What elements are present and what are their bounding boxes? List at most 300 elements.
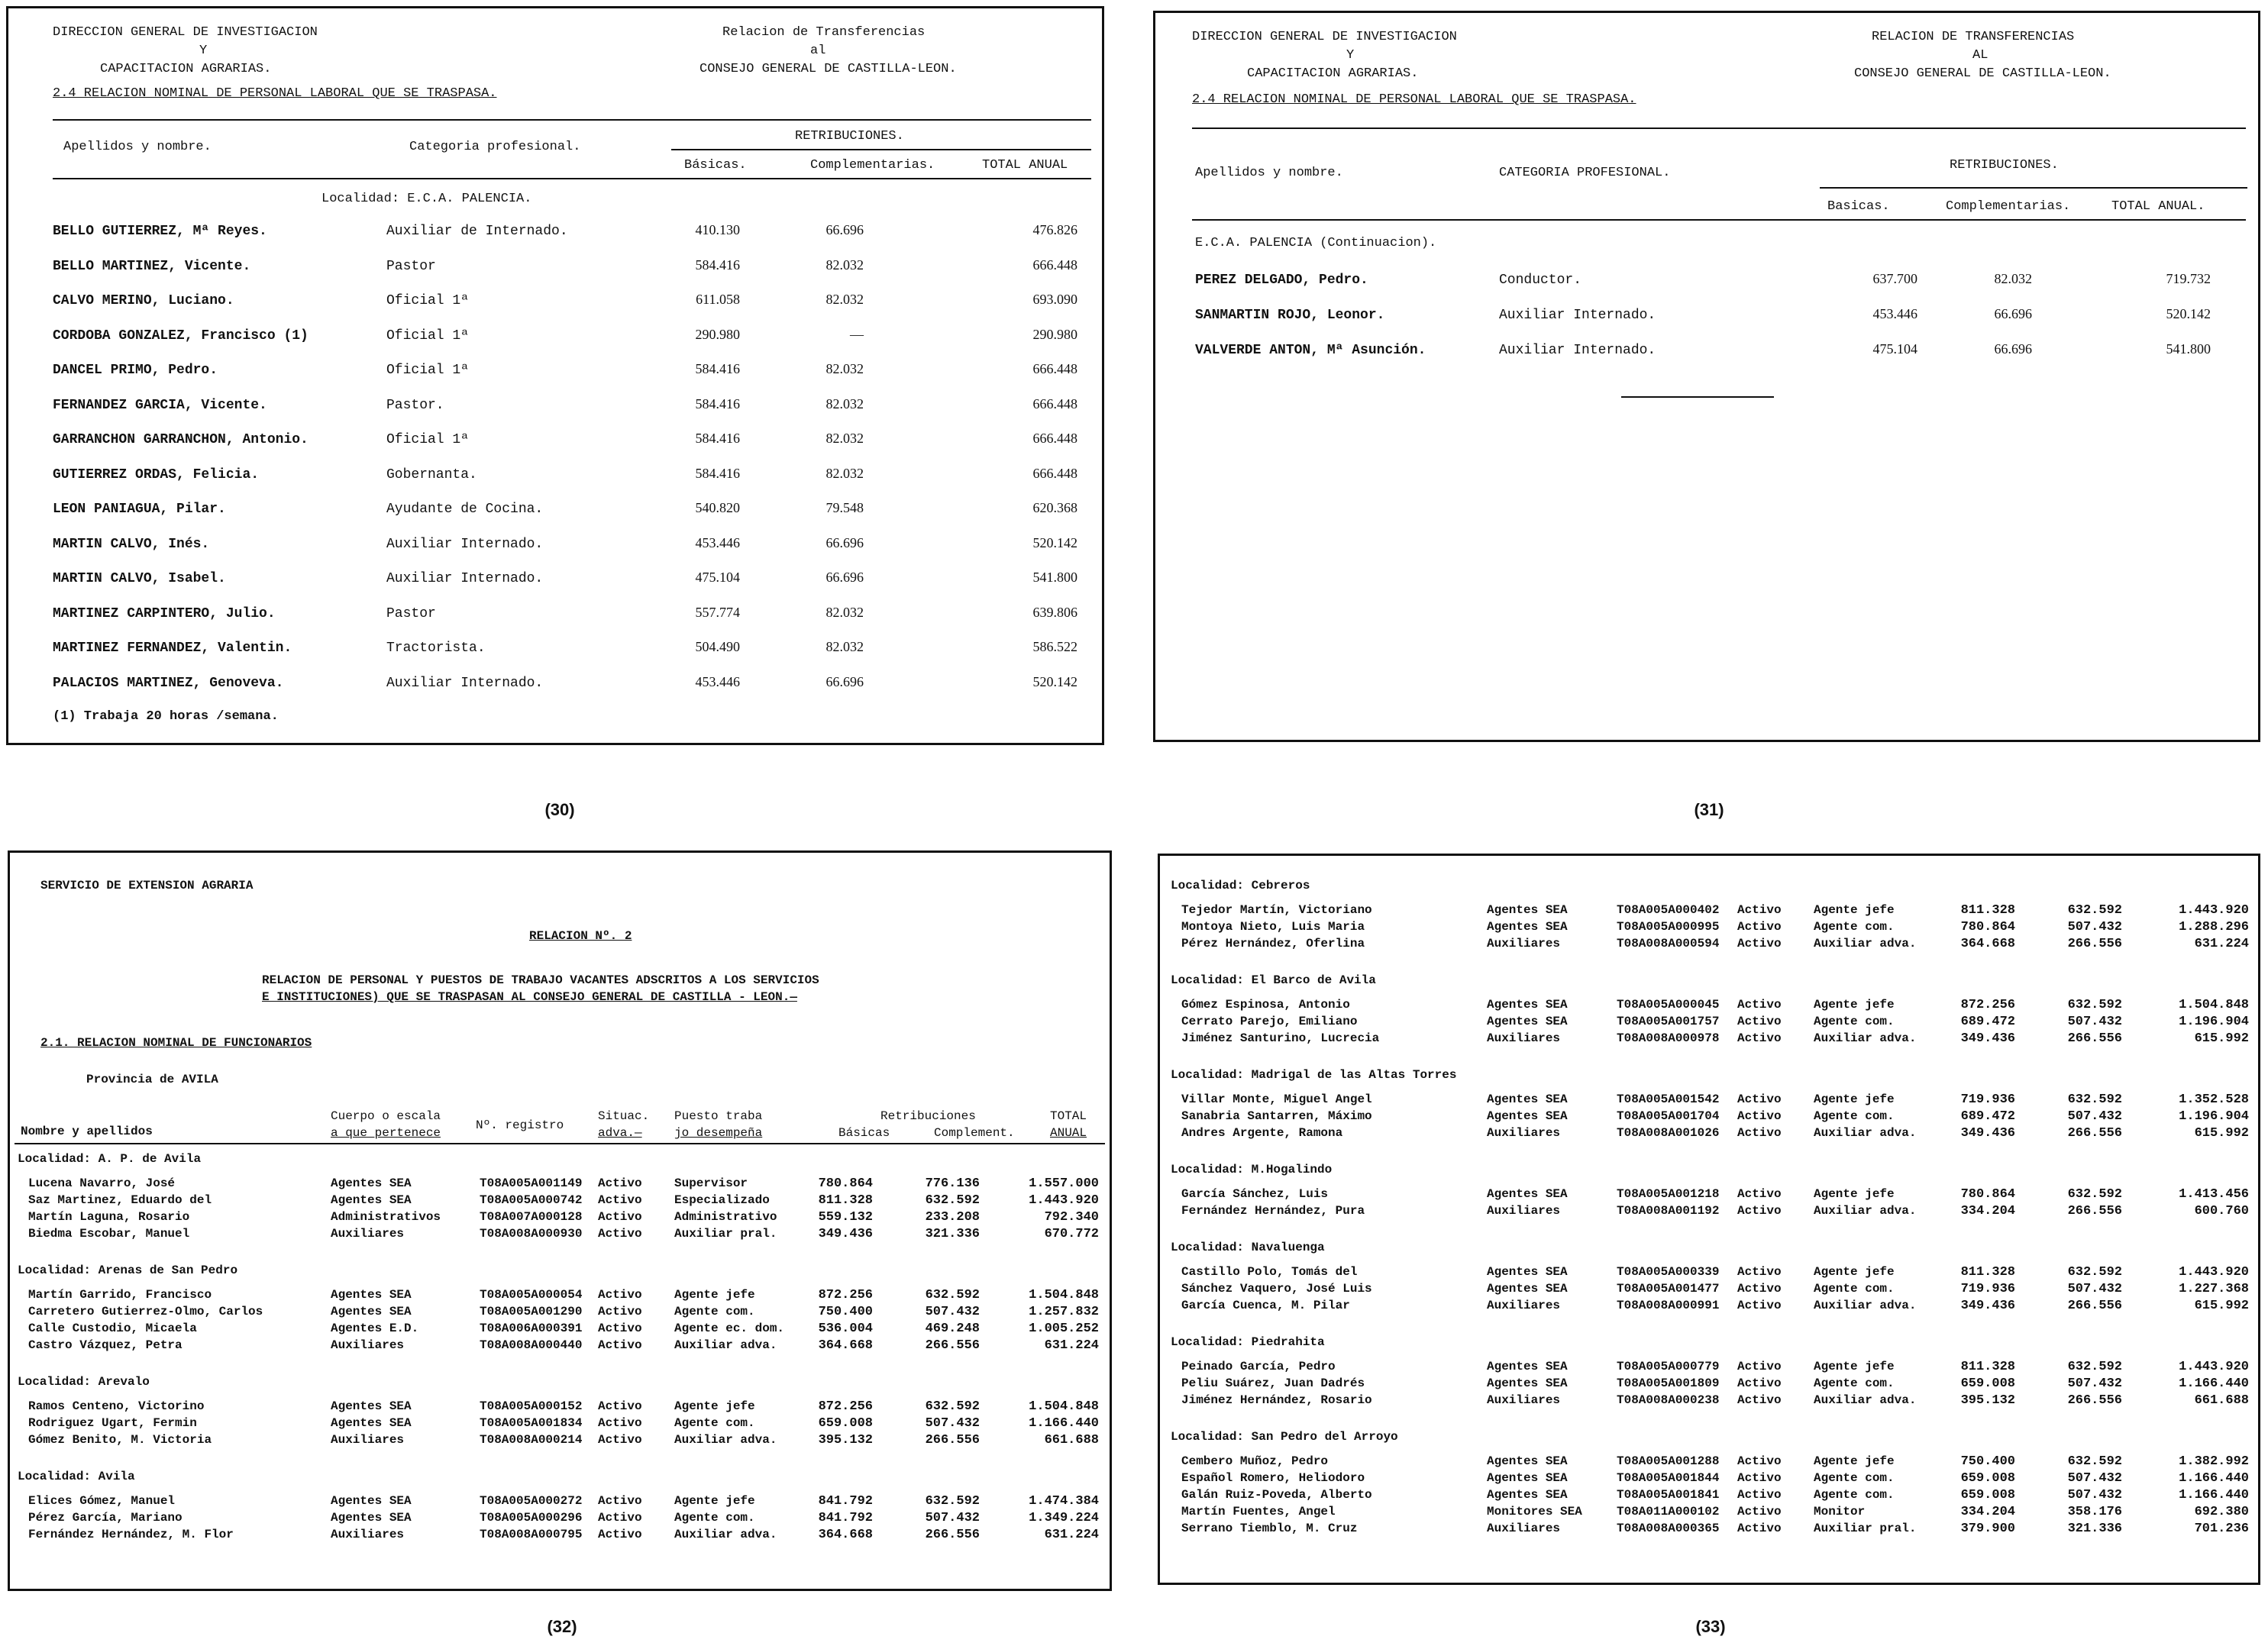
salary-basicas: 811.328: [818, 1193, 873, 1208]
employee-situacion: Activo: [598, 1227, 642, 1241]
salary-basicas: 780.864: [1960, 920, 2015, 934]
hdr-complem: Complement.: [934, 1126, 1015, 1140]
employee-registro: T08A007A000128: [480, 1210, 583, 1224]
employee-category: Auxiliar de Internado.: [386, 224, 568, 239]
employee-category: Auxiliar Internado.: [386, 675, 544, 691]
salary-basicas: 719.936: [1960, 1282, 2015, 1296]
salary-complement: 507.432: [925, 1305, 980, 1319]
employee-registro: T08A005A000272: [480, 1494, 583, 1508]
locality-label: Localidad: Navaluenga: [1171, 1241, 1325, 1254]
rule: [53, 178, 1091, 179]
employee-puesto: Agente com.: [674, 1416, 755, 1430]
employee-registro: T08A008A000594: [1617, 937, 1720, 950]
employee-cuerpo: Auxiliares: [1487, 1393, 1561, 1407]
salary-basicas: 364.668: [818, 1338, 873, 1353]
salary-total: 1.504.848: [1029, 1399, 1099, 1414]
employee-registro: T08A005A001288: [1617, 1454, 1720, 1468]
employee-cuerpo: Agentes SEA: [331, 1416, 412, 1430]
employee-registro: T08A008A000991: [1617, 1299, 1720, 1312]
employee-cuerpo: Agentes SEA: [331, 1305, 412, 1318]
employee-situacion: Activo: [1737, 920, 1782, 934]
employee-category: Auxiliar Internado.: [386, 571, 544, 586]
employee-puesto: Auxiliar pral.: [1814, 1522, 1917, 1535]
locality-label: Localidad: Arenas de San Pedro: [18, 1264, 238, 1277]
page-30: [6, 6, 1104, 745]
hdr-puesto-1: Puesto traba: [674, 1109, 763, 1123]
employee-name: Montoya Nieto, Luis Maria: [1181, 920, 1365, 934]
employee-name: Biedma Escobar, Manuel: [28, 1227, 190, 1241]
employee-name: García Sánchez, Luis: [1181, 1187, 1329, 1201]
employee-puesto: Supervisor: [674, 1176, 748, 1190]
employee-name: SANMARTIN ROJO, Leonor.: [1195, 308, 1385, 323]
employee-registro: T08A005A001290: [480, 1305, 583, 1318]
employee-situacion: Activo: [1737, 998, 1782, 1012]
salary-basicas: 841.792: [818, 1494, 873, 1509]
header-right-line1: RELACION DE TRANSFERENCIAS: [1872, 30, 2075, 44]
salary-total: 1.005.252: [1029, 1322, 1099, 1336]
employee-name: CORDOBA GONZALEZ, Francisco (1): [53, 328, 309, 344]
salary-total: 692.380: [2194, 1505, 2249, 1519]
employee-category: Pastor: [386, 605, 436, 621]
employee-name: LEON PANIAGUA, Pilar.: [53, 502, 226, 517]
employee-cuerpo: Agentes SEA: [331, 1399, 412, 1413]
salary-complement: 358.176: [2067, 1505, 2122, 1519]
salary-complementarias: 82.032: [825, 292, 864, 307]
salary-total: 701.236: [2194, 1522, 2249, 1536]
salary-total: 1.227.368: [2179, 1282, 2249, 1296]
col-basicas: Básicas.: [684, 158, 747, 173]
col-complementarias: Complementarias.: [1946, 199, 2071, 214]
employee-name: Castro Vázquez, Petra: [28, 1338, 183, 1352]
employee-name: CALVO MERINO, Luciano.: [53, 293, 234, 308]
salary-basicas: 559.132: [818, 1210, 873, 1225]
salary-complement: 266.556: [2067, 937, 2122, 951]
employee-situacion: Activo: [1737, 1522, 1782, 1535]
employee-situacion: Activo: [598, 1399, 642, 1413]
hdr-name: Nombre y apellidos: [21, 1125, 153, 1138]
employee-situacion: Activo: [1737, 1471, 1782, 1485]
col-complementarias: Complementarias.: [810, 158, 935, 173]
col-total: TOTAL ANUAL.: [2111, 199, 2205, 214]
employee-cuerpo: Agentes SEA: [331, 1511, 412, 1525]
employee-registro: T08A011A000102: [1617, 1505, 1720, 1519]
employee-cuerpo: Agentes SEA: [1487, 920, 1568, 934]
employee-situacion: Activo: [598, 1528, 642, 1541]
salary-basicas: 659.008: [1960, 1488, 2015, 1502]
employee-cuerpo: Auxiliares: [1487, 1299, 1561, 1312]
employee-category: Gobernanta.: [386, 466, 477, 483]
salary-complement: 266.556: [2067, 1393, 2122, 1408]
employee-name: Saz Martinez, Eduardo del: [28, 1193, 212, 1207]
employee-category: Oficial 1ª: [386, 363, 470, 378]
salary-total: 586.522: [1032, 639, 1077, 654]
employee-puesto: Agente jefe: [674, 1288, 755, 1302]
salary-total: 1.474.384: [1029, 1494, 1099, 1509]
salary-complement: 632.592: [2067, 1360, 2122, 1374]
col-total: TOTAL ANUAL: [982, 158, 1068, 173]
salary-complement: 507.432: [2067, 1015, 2122, 1029]
employee-situacion: Activo: [1737, 1282, 1782, 1296]
salary-total: 1.196.904: [2179, 1109, 2249, 1124]
employee-name: Gómez Benito, M. Victoria: [28, 1433, 212, 1447]
employee-name: Jiménez Hernández, Rosario: [1181, 1393, 1372, 1407]
salary-total: 1.504.848: [1029, 1288, 1099, 1302]
salary-total: 666.448: [1032, 361, 1077, 376]
employee-cuerpo: Agentes SEA: [331, 1176, 412, 1190]
salary-complement: 266.556: [2067, 1299, 2122, 1313]
employee-puesto: Agente com.: [1814, 1282, 1895, 1296]
employee-cuerpo: Agentes SEA: [331, 1494, 412, 1508]
col-retribuciones: RETRIBUCIONES.: [1950, 158, 2059, 173]
employee-cuerpo: Auxiliares: [331, 1227, 405, 1241]
salary-basicas: 540.820: [695, 500, 740, 515]
rule: [53, 119, 1091, 121]
employee-situacion: Activo: [598, 1433, 642, 1447]
employee-situacion: Activo: [1737, 1505, 1782, 1519]
salary-complement: 266.556: [2067, 1204, 2122, 1218]
header-left-line2: Y: [1346, 48, 1355, 63]
employee-category: Conductor.: [1499, 273, 1582, 288]
employee-situacion: Activo: [1737, 1299, 1782, 1312]
employee-puesto: Agente jefe: [1814, 1265, 1895, 1279]
employee-puesto: Agente com.: [1814, 920, 1895, 934]
locality-label: Localidad: Madrigal de las Altas Torres: [1171, 1068, 1457, 1082]
employee-category: Auxiliar Internado.: [386, 536, 544, 552]
header-left-line2: Y: [199, 44, 208, 58]
locality-label: Localidad: A. P. de Avila: [18, 1152, 202, 1166]
header-right-line2: AL: [1972, 48, 1989, 63]
salary-total: 666.448: [1032, 395, 1077, 412]
salary-total: 1.443.920: [2179, 903, 2249, 918]
employee-name: Lucena Navarro, José: [28, 1176, 176, 1190]
employee-cuerpo: Agentes SEA: [331, 1193, 412, 1207]
employee-puesto: Especializado: [674, 1193, 770, 1207]
salary-basicas: 659.008: [1960, 1377, 2015, 1391]
employee-situacion: Activo: [598, 1210, 642, 1224]
salary-basicas: 780.864: [1960, 1187, 2015, 1202]
salary-basicas: 410.130: [695, 222, 740, 237]
salary-basicas: 364.668: [1960, 937, 2015, 951]
salary-complementarias: 66.696: [1994, 306, 2032, 321]
page-number-31: (31): [1694, 800, 1724, 819]
header-left-line3: CAPACITACION AGRARIAS.: [1247, 66, 1419, 81]
employee-registro: T08A005A001218: [1617, 1187, 1720, 1201]
salary-total: 1.443.920: [2179, 1360, 2249, 1374]
salary-complement: 632.592: [2067, 903, 2122, 918]
employee-registro: T08A005A001841: [1617, 1488, 1720, 1502]
employee-puesto: Agente com.: [674, 1305, 755, 1318]
employee-category: Auxiliar Internado.: [1499, 308, 1656, 323]
salary-complementarias: 82.032: [825, 465, 864, 481]
employee-name: Peliu Suárez, Juan Dadrés: [1181, 1377, 1365, 1390]
employee-registro: T08A006A000391: [480, 1322, 583, 1335]
employee-puesto: Auxiliar adva.: [1814, 937, 1917, 950]
salary-basicas: 379.900: [1960, 1522, 2015, 1536]
salary-complement: 632.592: [2067, 1454, 2122, 1469]
employee-situacion: Activo: [1737, 903, 1782, 917]
employee-name: García Cuenca, M. Pilar: [1181, 1299, 1350, 1312]
salary-basicas: 780.864: [818, 1176, 873, 1191]
locality-label: Localidad: M.Hogalindo: [1171, 1163, 1333, 1176]
salary-complementarias: 79.548: [825, 500, 864, 515]
employee-situacion: Activo: [1737, 1393, 1782, 1407]
salary-complementarias: 82.032: [825, 639, 864, 654]
salary-complement: 266.556: [925, 1338, 980, 1353]
employee-cuerpo: Agentes SEA: [1487, 1282, 1568, 1296]
employee-puesto: Agente jefe: [1814, 1454, 1895, 1468]
employee-puesto: Agente jefe: [1814, 1092, 1895, 1106]
salary-complement: 632.592: [925, 1288, 980, 1302]
employee-puesto: Agente com.: [1814, 1471, 1895, 1485]
employee-name: Serrano Tiemblo, M. Cruz: [1181, 1522, 1358, 1535]
employee-registro: T08A005A001477: [1617, 1282, 1720, 1296]
employee-puesto: Auxiliar adva.: [674, 1338, 777, 1352]
employee-puesto: Agente com.: [1814, 1015, 1895, 1028]
employee-situacion: Activo: [598, 1338, 642, 1352]
salary-total: 670.772: [1044, 1227, 1099, 1241]
title-line-1: RELACION DE PERSONAL Y PUESTOS DE TRABAJO VACANTES ADSCRITOS A LOS SERVICIOS: [262, 973, 819, 987]
salary-total: 541.800: [2166, 341, 2211, 357]
salary-total: 1.288.296: [2179, 920, 2249, 934]
employee-name: Sanabria Santarren, Máximo: [1181, 1109, 1372, 1123]
salary-basicas: 349.436: [1960, 1031, 2015, 1046]
salary-basicas: 349.436: [1960, 1126, 2015, 1141]
rule: [671, 149, 1091, 150]
salary-basicas: 536.004: [818, 1322, 873, 1336]
employee-name: GUTIERREZ ORDAS, Felicia.: [53, 466, 260, 483]
employee-registro: T08A005A000779: [1617, 1360, 1720, 1373]
employee-situacion: Activo: [1737, 1265, 1782, 1279]
salary-total: 620.368: [1032, 500, 1077, 515]
salary-basicas: 290.980: [695, 326, 740, 342]
salary-total: 1.196.904: [2179, 1015, 2249, 1029]
col-name: Apellidos y nombre.: [63, 140, 212, 154]
employee-puesto: Auxiliar adva.: [1814, 1204, 1917, 1218]
employee-situacion: Activo: [598, 1193, 642, 1207]
employee-situacion: Activo: [1737, 1454, 1782, 1468]
employee-cuerpo: Auxiliares: [1487, 1031, 1561, 1045]
employee-cuerpo: Auxiliares: [1487, 1126, 1561, 1140]
employee-name: Gómez Espinosa, Antonio: [1181, 998, 1350, 1012]
salary-total: 1.413.456: [2179, 1187, 2249, 1202]
employee-registro: T08A005A000152: [480, 1399, 583, 1413]
salary-basicas: 504.490: [695, 639, 740, 654]
employee-cuerpo: Agentes E.D.: [331, 1322, 419, 1335]
employee-puesto: Agente jefe: [674, 1399, 755, 1413]
salary-total: 1.166.440: [2179, 1488, 2249, 1502]
employee-situacion: Activo: [598, 1416, 642, 1430]
salary-complement: 632.592: [925, 1494, 980, 1509]
employee-name: Jiménez Santurino, Lucrecia: [1181, 1031, 1380, 1045]
salary-basicas: 395.132: [1960, 1393, 2015, 1408]
salary-total: 661.688: [1044, 1433, 1099, 1448]
employee-name: Pérez Hernández, Oferlina: [1181, 937, 1365, 950]
employee-registro: T08A008A000440: [480, 1338, 583, 1352]
salary-basicas: 689.472: [1960, 1015, 2015, 1029]
employee-name: MARTIN CALVO, Inés.: [53, 536, 210, 552]
employee-situacion: Activo: [1737, 1488, 1782, 1502]
locality-label: Localidad: Cebreros: [1171, 879, 1310, 892]
salary-total: 541.800: [1032, 570, 1077, 585]
hdr-total-1: TOTAL: [1050, 1109, 1087, 1123]
employee-registro: T08A005A000402: [1617, 903, 1720, 917]
employee-name: Elices Gómez, Manuel: [28, 1494, 176, 1508]
header-right-line2: al: [810, 44, 826, 58]
employee-category: Auxiliar Internado.: [1499, 343, 1656, 358]
salary-total: 615.992: [2194, 1031, 2249, 1046]
salary-total: 520.142: [1032, 534, 1077, 550]
employee-registro: T08A005A000054: [480, 1288, 583, 1302]
salary-total: 520.142: [1032, 673, 1077, 689]
salary-total: 631.224: [2194, 937, 2249, 951]
hdr-cuerpo-1: Cuerpo o escala: [331, 1109, 441, 1123]
salary-basicas: 811.328: [1960, 903, 2015, 918]
employee-situacion: Activo: [1737, 1015, 1782, 1028]
salary-complement: 321.336: [925, 1227, 980, 1241]
salary-total: 1.557.000: [1029, 1176, 1099, 1191]
page-31: [1153, 11, 2260, 742]
hdr-situac-1: Situac.: [598, 1109, 650, 1123]
employee-cuerpo: Agentes SEA: [1487, 1265, 1568, 1279]
employee-category: Oficial 1ª: [386, 328, 470, 344]
employee-puesto: Auxiliar adva.: [1814, 1393, 1917, 1407]
salary-basicas: 584.416: [695, 257, 740, 273]
locality-label: Localidad: San Pedro del Arroyo: [1171, 1430, 1398, 1444]
employee-name: Pérez García, Mariano: [28, 1511, 183, 1525]
salary-total: 661.688: [2194, 1393, 2249, 1408]
salary-total: 1.166.440: [1029, 1416, 1099, 1431]
salary-complement: 469.248: [925, 1322, 980, 1336]
employee-registro: T08A008A000214: [480, 1433, 583, 1447]
employee-category: Ayudante de Cocina.: [386, 502, 544, 517]
salary-basicas: 872.256: [818, 1399, 873, 1414]
page-33: [1158, 854, 2260, 1585]
employee-registro: T08A005A000995: [1617, 920, 1720, 934]
salary-basicas: 334.204: [1960, 1505, 2015, 1519]
employee-situacion: Activo: [598, 1288, 642, 1302]
section-title: 2.4 RELACION NOMINAL DE PERSONAL LABORAL QUE SE TRASPASA.: [53, 86, 497, 101]
employee-puesto: Auxiliar adva.: [1814, 1126, 1917, 1140]
salary-total: 1.352.528: [2179, 1092, 2249, 1107]
employee-name: Martín Garrido, Francisco: [28, 1288, 212, 1302]
employee-cuerpo: Agentes SEA: [1487, 1015, 1568, 1028]
employee-name: BELLO GUTIERREZ, Mª Reyes.: [53, 224, 267, 239]
page-number-30: (30): [544, 800, 575, 819]
hdr-total-2: ANUAL: [1050, 1126, 1087, 1140]
employee-registro: T08A005A001844: [1617, 1471, 1720, 1485]
employee-cuerpo: Agentes SEA: [1487, 1187, 1568, 1201]
salary-complement: 507.432: [2067, 920, 2122, 934]
hdr-puesto-2: jo desempeña: [674, 1126, 763, 1140]
salary-complement: 507.432: [925, 1416, 980, 1431]
salary-complement: 507.432: [925, 1511, 980, 1525]
salary-complementarias: 66.696: [1994, 341, 2032, 357]
employee-registro: T08A005A000742: [480, 1193, 583, 1207]
salary-complement: 632.592: [2067, 1187, 2122, 1202]
employee-name: PEREZ DELGADO, Pedro.: [1195, 273, 1368, 288]
header-left-line1: DIRECCION GENERAL DE INVESTIGACION: [53, 25, 318, 40]
employee-puesto: Agente com.: [674, 1511, 755, 1525]
salary-total: 615.992: [2194, 1299, 2249, 1313]
employee-situacion: Activo: [598, 1305, 642, 1318]
employee-registro: T08A008A000238: [1617, 1393, 1720, 1407]
salary-total: 1.382.992: [2179, 1454, 2249, 1469]
salary-basicas: 349.436: [818, 1227, 873, 1241]
salary-basicas: 453.446: [1872, 306, 1917, 321]
employee-cuerpo: Agentes SEA: [1487, 1488, 1568, 1502]
employee-puesto: Agente ec. dom.: [674, 1322, 785, 1335]
salary-complement: 632.592: [2067, 1265, 2122, 1280]
salary-basicas: 453.446: [695, 534, 740, 550]
salary-complement: 632.592: [925, 1193, 980, 1208]
header-left-line1: DIRECCION GENERAL DE INVESTIGACION: [1192, 30, 1457, 44]
salary-basicas: 611.058: [696, 292, 740, 307]
subsection-title: 2.1. RELACION NOMINAL DE FUNCIONARIOS: [40, 1036, 312, 1050]
employee-name: Cembero Muñoz, Pedro: [1181, 1454, 1329, 1468]
employee-situacion: Activo: [598, 1322, 642, 1335]
salary-total: 1.257.832: [1029, 1305, 1099, 1319]
salary-basicas: 750.400: [1960, 1454, 2015, 1469]
employee-registro: T08A005A001704: [1617, 1109, 1720, 1123]
salary-basicas: 872.256: [818, 1288, 873, 1302]
employee-cuerpo: Monitores SEA: [1487, 1505, 1582, 1519]
locality-label: E.C.A. PALENCIA (Continuacion).: [1195, 236, 1437, 250]
employee-cuerpo: Auxiliares: [331, 1338, 405, 1352]
hdr-retrib: Retribuciones: [880, 1109, 976, 1123]
employee-registro: T08A005A001834: [480, 1416, 583, 1430]
employee-situacion: Activo: [1737, 1109, 1782, 1123]
employee-situacion: Activo: [1737, 1187, 1782, 1201]
locality-label: Localidad: Piedrahita: [1171, 1335, 1325, 1349]
salary-complement: 507.432: [2067, 1109, 2122, 1124]
employee-name: Sánchez Vaquero, José Luis: [1181, 1282, 1372, 1296]
salary-total: 631.224: [1044, 1338, 1099, 1353]
header-right-line1: Relacion de Transferencias: [722, 25, 926, 40]
employee-registro: T08A008A000365: [1617, 1522, 1720, 1535]
employee-puesto: Auxiliar adva.: [1814, 1299, 1917, 1312]
employee-registro: T08A008A000795: [480, 1528, 583, 1541]
rule: [1192, 219, 2246, 221]
salary-complementarias: 82.032: [825, 257, 864, 273]
employee-situacion: Activo: [598, 1494, 642, 1508]
locality-label: Localidad: Arevalo: [18, 1375, 150, 1389]
locality-label: Localidad: El Barco de Avila: [1171, 973, 1376, 987]
employee-name: MARTINEZ CARPINTERO, Julio.: [53, 605, 276, 621]
employee-situacion: Activo: [1737, 1360, 1782, 1373]
employee-category: Pastor: [386, 258, 436, 274]
salary-total: 290.980: [1032, 326, 1077, 342]
employee-name: Fernández Hernández, M. Flor: [28, 1528, 234, 1541]
employee-registro: T08A005A000045: [1617, 998, 1720, 1012]
employee-category: Oficial 1ª: [386, 293, 470, 308]
salary-basicas: 659.008: [818, 1416, 873, 1431]
salary-total: 1.349.224: [1029, 1511, 1099, 1525]
salary-complementarias: 82.032: [825, 431, 864, 446]
salary-basicas: 557.774: [695, 604, 740, 620]
employee-cuerpo: Agentes SEA: [1487, 1377, 1568, 1390]
salary-basicas: 872.256: [1960, 998, 2015, 1012]
employee-cuerpo: Auxiliares: [331, 1433, 405, 1447]
col-name: Apellidos y nombre.: [1195, 166, 1343, 180]
employee-name: Castillo Polo, Tomás del: [1181, 1265, 1358, 1279]
salary-total: 666.448: [1032, 465, 1077, 481]
employee-cuerpo: Agentes SEA: [1487, 1471, 1568, 1485]
employee-name: Martín Laguna, Rosario: [28, 1210, 190, 1224]
employee-name: Villar Monte, Miguel Angel: [1181, 1092, 1372, 1106]
employee-puesto: Auxiliar adva.: [674, 1528, 777, 1541]
employee-situacion: Activo: [1737, 1204, 1782, 1218]
employee-cuerpo: Auxiliares: [331, 1528, 405, 1541]
